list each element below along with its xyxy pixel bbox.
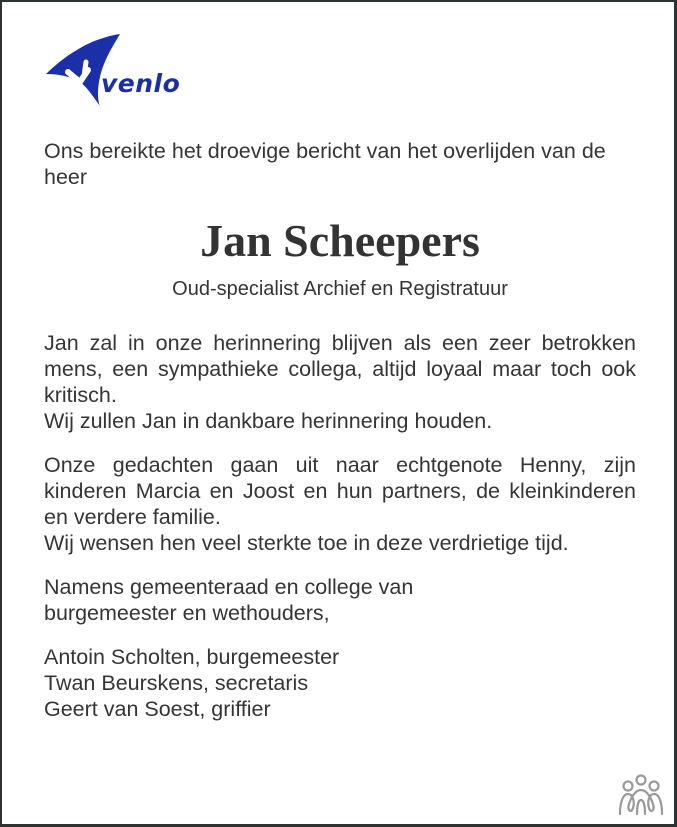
memory-paragraph [44,330,636,434]
venlo-logo-text: venlo [101,69,181,98]
venlo-logo [44,32,181,107]
deceased-role: Oud-specialist Archief en Registratuur [172,278,508,300]
signatory-clerk: Geert van Soest, griffier [44,697,271,721]
intro-text: Ons bereikte het droevige bericht van het overlijden van de heer [44,139,606,189]
deceased-name: Jan Scheepers [200,215,480,266]
on-behalf-line-1: Namens gemeenteraad en college van [44,575,414,599]
notice-content [44,138,636,722]
condolence-paragraph [44,452,636,556]
on-behalf-line-2: burgemeester en wethouders, [44,601,330,625]
gratitude-sentence: Wij zullen Jan in dankbare herinnering houden. [44,409,493,433]
signatories [44,644,636,722]
signatory-secretary: Twan Beurskens, secretaris [44,671,309,695]
family-sentence: Onze gedachten gaan uit naar echtgenote Henny, zijn kinderen Marcia en Joost en hun partners, de kleinkinderen en verdere familie. [44,453,636,529]
people-icon [617,774,665,816]
memory-sentence: Jan zal in onze herinnering blijven als een zeer betrokken mens, een sympathieke collega, altijd loyaal maar toch ook kritisch. [44,331,636,407]
strength-sentence: Wij wensen hen veel sterkte toe in deze verdrietige tijd. [44,531,569,555]
signatory-mayor: Antoin Scholten, burgemeester [44,645,340,669]
on-behalf-paragraph [44,574,636,626]
